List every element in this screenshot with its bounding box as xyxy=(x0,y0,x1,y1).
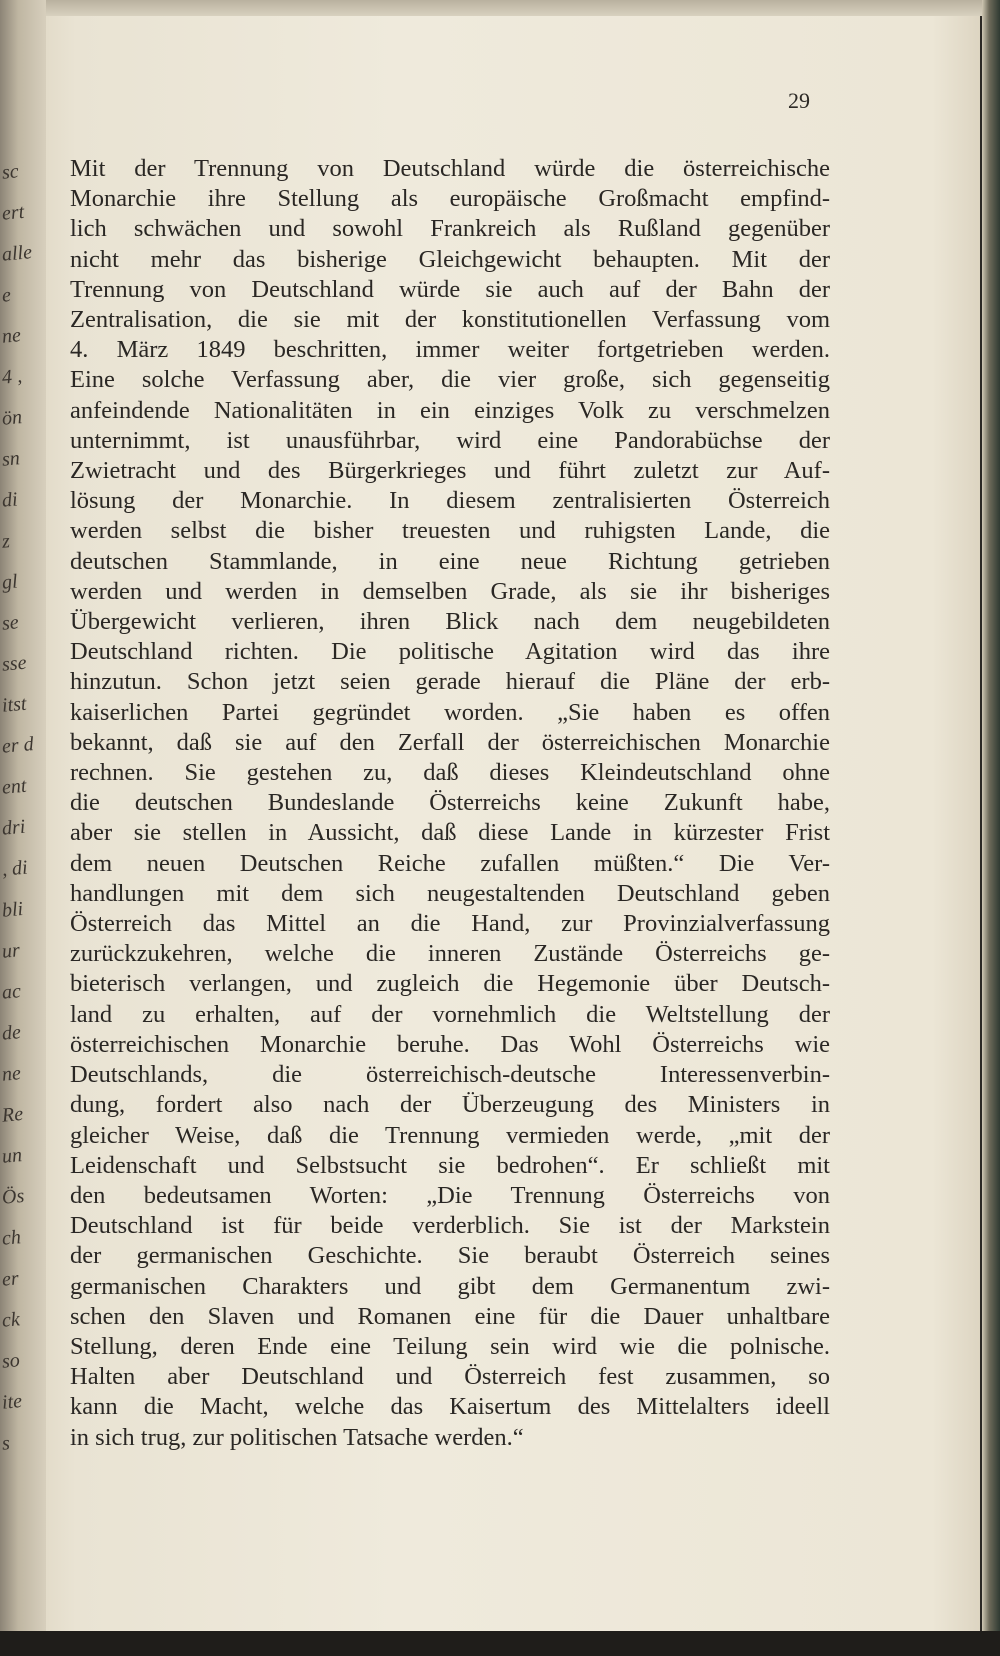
text-line: hinzutun. Schon jetzt seien gerade hierauf die Pläne der erb- xyxy=(70,668,830,696)
margin-fragment: itst xyxy=(1,692,28,717)
margin-fragment: ac xyxy=(1,980,22,1004)
margin-fragment: ur xyxy=(1,939,21,963)
text-line: handlungen mit dem sich neugestaltenden Deutschland geben xyxy=(70,879,830,907)
text-line: Zentralisation, die sie mit der konstitutionellen Verfassung vom xyxy=(70,306,830,334)
text-line: nicht mehr das bisherige Gleichgewicht behaupten. Mit der xyxy=(70,245,830,273)
text-line: Mit der Trennung von Deutschland würde die österreichische xyxy=(70,155,830,182)
margin-fragment: Re xyxy=(1,1102,25,1127)
text-line: Stellung, deren Ende eine Teilung sein wird wie die polnische. xyxy=(70,1332,830,1360)
text-line: 4. März 1849 beschritten, immer weiter fortgetrieben werden. xyxy=(70,336,830,364)
margin-fragment: de xyxy=(1,1021,22,1045)
text-line: germanischen Charakters und gibt dem Germanentum zwi- xyxy=(70,1272,830,1300)
text-line: bekannt, daß sie auf den Zerfall der österreichischen Monarchie xyxy=(70,728,830,756)
page-number: 29 xyxy=(788,88,810,113)
margin-fragment: ent xyxy=(1,774,28,799)
margin-fragment: z xyxy=(1,530,11,553)
margin-fragment: e xyxy=(1,284,12,307)
margin-fragment: sse xyxy=(1,651,28,676)
text-line: lich schwächen und sowohl Frankreich als Rußland gegenüber xyxy=(70,215,830,243)
text-line: die deutschen Bundeslande Österreichs keine Zukunft habe, xyxy=(70,789,830,817)
text-line: der germanischen Geschichte. Sie beraubt Österreich seines xyxy=(70,1242,830,1270)
text-line: Deutschlands, die österreichisch-deutsche Interessenverbin- xyxy=(70,1061,830,1089)
margin-fragment: Ös xyxy=(1,1184,26,1209)
body-text xyxy=(70,154,830,1453)
text-line: Leidenschaft und Selbstsucht sie bedrohen“. Er schließt mit xyxy=(70,1151,830,1179)
text-line: Halten aber Deutschland und Österreich fest zusammen, so xyxy=(70,1363,830,1391)
margin-fragment: sc xyxy=(1,160,20,184)
previous-page-edge xyxy=(0,0,46,1656)
margin-fragment: s xyxy=(1,1432,11,1455)
text-line: werden selbst die bisher treuesten und ruhigsten Lande, die xyxy=(70,517,830,545)
margin-fragment: ck xyxy=(1,1308,21,1332)
margin-fragment: ne xyxy=(1,1062,22,1086)
text-line: den bedeutsamen Worten: „Die Trennung Österreichs von xyxy=(70,1181,830,1209)
margin-fragment: se xyxy=(1,611,20,635)
text-line: gleicher Weise, daß die Trennung vermieden werde, „mit der xyxy=(70,1121,830,1149)
text-line: Deutschland ist für beide verderblich. Sie ist der Markstein xyxy=(70,1212,830,1240)
margin-fragment: ön xyxy=(1,406,23,430)
text-line: land zu erhalten, auf der vornehmlich die Weltstellung der xyxy=(70,1000,830,1028)
margin-fragment: bli xyxy=(1,897,25,922)
text-line: anfeindende Nationalitäten in ein einziges Volk zu verschmelzen xyxy=(70,396,830,424)
margin-fragment: alle xyxy=(1,241,33,266)
book-bottom-edge xyxy=(0,1631,1000,1656)
text-line: zurückzukehren, welche die inneren Zustände Österreichs ge- xyxy=(70,940,830,968)
margin-fragment: ite xyxy=(1,1390,23,1414)
text-line: Österreich das Mittel an die Hand, zur Provinzialverfassung xyxy=(70,910,830,938)
margin-fragment: sn xyxy=(1,447,21,471)
text-line: Monarchie ihre Stellung als europäische Großmacht empfind- xyxy=(70,185,830,213)
margin-fragment: ch xyxy=(1,1226,22,1250)
book-right-edge xyxy=(982,0,1000,1656)
text-line: bieterisch verlangen, und zugleich die Hegemonie über Deutsch- xyxy=(70,970,830,998)
text-line: österreichischen Monarchie beruhe. Das Wohl Österreichs wie xyxy=(70,1030,830,1058)
text-line: dung, fordert also nach der Überzeugung des Ministers in xyxy=(70,1091,830,1119)
text-line: kann die Macht, welche das Kaisertum des Mittelalters ideell xyxy=(70,1393,830,1421)
margin-fragment: , di xyxy=(1,856,29,881)
margin-fragment: un xyxy=(1,1144,23,1168)
text-line: aber sie stellen in Aussicht, daß diese Lande in kürzester Frist xyxy=(70,819,830,847)
margin-fragment: er xyxy=(1,1267,20,1291)
text-line: Trennung von Deutschland würde sie auch auf der Bahn der xyxy=(70,275,830,303)
margin-fragment: di xyxy=(1,488,19,512)
margin-fragment: ne xyxy=(1,324,22,348)
margin-fragment: ert xyxy=(1,200,26,225)
book-top-edge xyxy=(0,0,1000,16)
text-line: Eine solche Verfassung aber, die vier große, sich gegenseitig xyxy=(70,366,830,394)
text-line: Deutschland richten. Die politische Agitation wird das ihre xyxy=(70,638,830,666)
text-line: dem neuen Deutschen Reiche zufallen müßten.“ Die Ver- xyxy=(70,849,830,877)
text-line: kaiserlichen Partei gegründet worden. „Sie haben es offen xyxy=(70,698,830,726)
margin-fragment: gl xyxy=(1,570,19,594)
book-page xyxy=(18,16,980,1631)
text-line: Zwietracht und des Bürgerkrieges und führt zuletzt zur Auf- xyxy=(70,457,830,485)
text-line: unternimmt, ist unausführbar, wird eine Pandorabüchse der xyxy=(70,426,830,454)
margin-fragment: er d xyxy=(1,733,35,758)
text-line: Übergewicht verlieren, ihren Blick nach dem neugebildeten xyxy=(70,608,830,636)
text-line: werden und werden in demselben Grade, als sie ihr bisheriges xyxy=(70,577,830,605)
text-line: lösung der Monarchie. In diesem zentralisierten Österreich xyxy=(70,487,830,515)
text-line: deutschen Stammlande, in eine neue Richtung getrieben xyxy=(70,547,830,575)
text-line: schen den Slaven und Romanen eine für die Dauer unhaltbare xyxy=(70,1302,830,1330)
margin-fragment: so xyxy=(1,1349,21,1373)
margin-fragment: dri xyxy=(1,815,27,840)
text-line: in sich trug, zur politischen Tatsache werden.“ xyxy=(70,1423,524,1451)
text-line: rechnen. Sie gestehen zu, daß dieses Kleindeutschland ohne xyxy=(70,759,830,787)
margin-fragment: 4 , xyxy=(1,365,23,389)
